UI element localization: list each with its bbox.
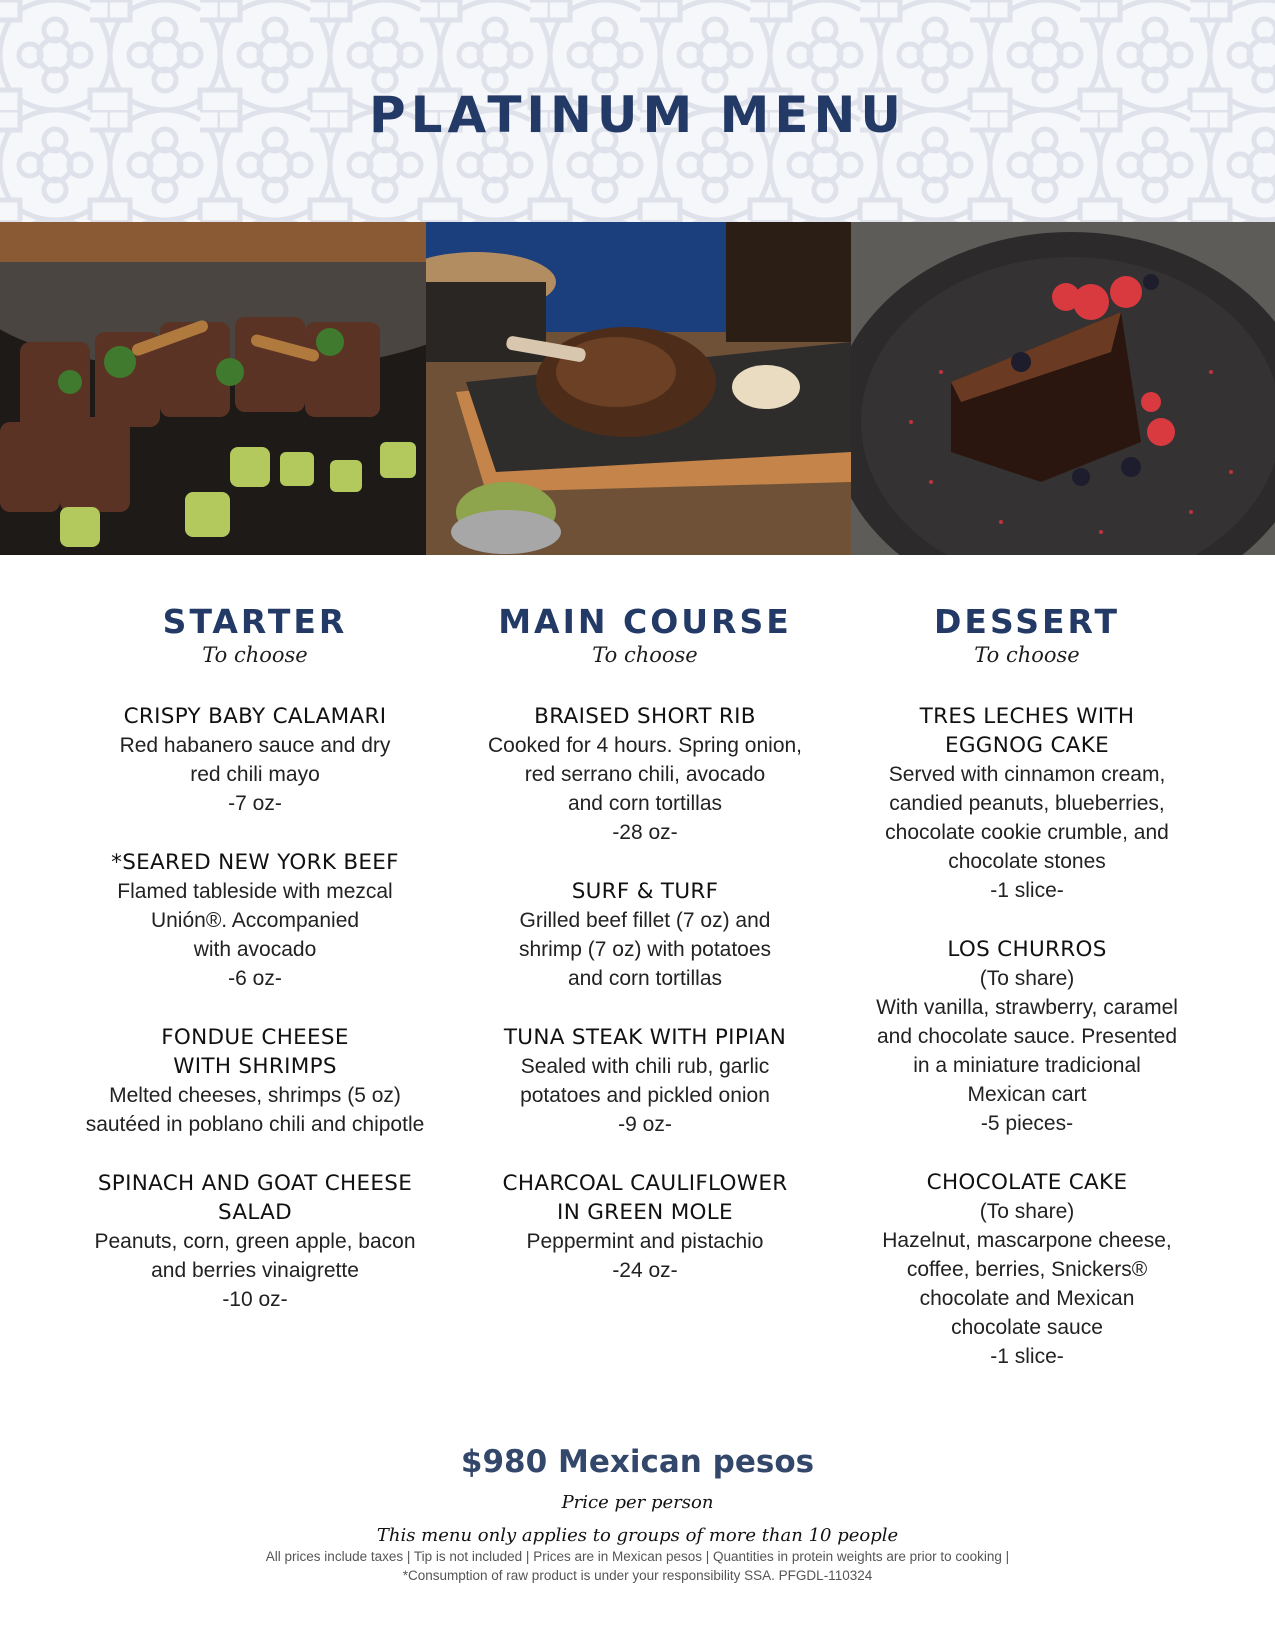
item-name: BRAISED SHORT RIB: [534, 704, 756, 729]
fine-print-raw: *Consumption of raw product is under your responsibility SSA. PFGDL-110324: [402, 1568, 873, 1583]
menu-item: [832, 702, 1222, 905]
item-name: FONDUE CHEESE: [161, 1025, 349, 1050]
item-name: CHOCOLATE CAKE: [926, 1170, 1128, 1195]
item-description: Cooked for 4 hours. Spring onion,: [487, 734, 803, 757]
item-name: CHARCOAL CAULIFLOWER: [502, 1171, 788, 1196]
item-description: chocolate and Mexican: [919, 1287, 1135, 1310]
item-portion: -6 oz-: [228, 967, 282, 990]
item-name: CRISPY BABY CALAMARI: [123, 704, 387, 729]
column-main-course: [450, 602, 840, 1315]
item-name: SPINACH AND GOAT CHEESE: [97, 1171, 413, 1196]
menu-item: [60, 1023, 450, 1139]
menu-item: [60, 702, 450, 818]
item-description: Unión®. Accompanied: [150, 909, 360, 932]
menu-items: [60, 702, 450, 1314]
item-portion: -28 oz-: [612, 821, 678, 844]
item-description: and chocolate sauce. Presented: [876, 1025, 1178, 1048]
item-description: coffee, berries, Snickers®: [906, 1258, 1148, 1281]
item-description: chocolate cookie crumble, and: [885, 821, 1169, 844]
menu-item: [60, 1169, 450, 1314]
item-name: SALAD: [218, 1200, 292, 1225]
menu-item: [450, 1169, 840, 1285]
item-name: WITH SHRIMPS: [173, 1054, 337, 1079]
menu-item: [832, 935, 1222, 1138]
item-description: chocolate stones: [948, 850, 1106, 873]
item-description: Mexican cart: [967, 1083, 1087, 1106]
photo-dessert: [851, 222, 1275, 555]
price: $980 Mexican pesos: [460, 1444, 815, 1480]
item-portion: -1 slice-: [990, 1345, 1064, 1368]
item-description: potatoes and pickled onion: [520, 1084, 770, 1107]
item-portion: -5 pieces-: [980, 1112, 1074, 1135]
item-description: Grilled beef fillet (7 oz) and: [519, 909, 771, 932]
photo-main-course: [426, 222, 851, 555]
item-portion: -9 oz-: [618, 1113, 672, 1136]
item-description: (To share): [979, 1200, 1075, 1223]
course-title: STARTER: [162, 602, 348, 641]
item-name: *SEARED NEW YORK BEEF: [111, 850, 399, 875]
course-subtitle: To choose: [974, 643, 1080, 667]
item-description: and berries vinaigrette: [151, 1259, 359, 1282]
fine-print: All prices include taxes | Tip is not included | Prices are in Mexican pesos | Quantities in protein weights are prior to cooking |: [265, 1549, 1010, 1564]
photo-strip: [0, 222, 1275, 555]
item-description: sautéed in poblano chili and chipotle: [85, 1113, 425, 1136]
menu-item: [450, 1023, 840, 1139]
item-portion: -10 oz-: [222, 1288, 288, 1311]
item-description: chocolate sauce: [951, 1316, 1103, 1339]
menu-item: [832, 1168, 1222, 1371]
item-description: in a miniature tradicional: [913, 1054, 1141, 1077]
item-name: TUNA STEAK WITH PIPIAN: [503, 1025, 787, 1050]
menu-item: [450, 702, 840, 847]
item-description: Sealed with chili rub, garlic: [520, 1055, 770, 1078]
course-subtitle: To choose: [202, 643, 308, 667]
page-title: PLATINUM MENU: [369, 86, 906, 144]
photo-starter: [0, 222, 426, 555]
price-note: Price per person: [561, 1492, 714, 1513]
menu-items: [832, 702, 1222, 1371]
groups-note: This menu only applies to groups of more than 10 people: [376, 1525, 899, 1546]
item-description: candied peanuts, blueberries,: [889, 792, 1165, 815]
item-description: Melted cheeses, shrimps (5 oz): [109, 1084, 401, 1107]
item-description: with avocado: [193, 938, 317, 961]
item-description: red chili mayo: [190, 763, 320, 786]
item-portion: -1 slice-: [990, 879, 1064, 902]
item-description: Served with cinnamon cream,: [888, 763, 1166, 786]
menu-item: [60, 848, 450, 993]
item-description: With vanilla, strawberry, caramel: [876, 996, 1178, 1019]
item-description: Hazelnut, mascarpone cheese,: [882, 1229, 1172, 1252]
course-title: MAIN COURSE: [498, 602, 792, 641]
item-name: EGGNOG CAKE: [944, 733, 1110, 758]
item-description: and corn tortillas: [567, 792, 723, 815]
item-description: shrimp (7 oz) with potatoes: [518, 938, 772, 961]
menu-items: [450, 702, 840, 1285]
item-name: TRES LECHES WITH: [919, 704, 1135, 729]
column-dessert: [832, 602, 1222, 1401]
course-title: DESSERT: [934, 602, 1120, 641]
item-name: IN GREEN MOLE: [557, 1200, 733, 1225]
item-portion: -7 oz-: [228, 792, 282, 815]
item-description: Peanuts, corn, green apple, bacon: [94, 1230, 416, 1253]
header-banner: [0, 0, 1275, 222]
item-description: red serrano chili, avocado: [524, 763, 766, 786]
item-portion: -24 oz-: [612, 1259, 678, 1282]
item-description: and corn tortillas: [567, 967, 723, 990]
item-description: Flamed tableside with mezcal: [117, 880, 393, 903]
course-subtitle: To choose: [592, 643, 698, 667]
column-starter: [60, 602, 450, 1344]
menu-item: [450, 877, 840, 993]
item-name: LOS CHURROS: [947, 937, 1107, 962]
item-name: SURF & TURF: [571, 879, 719, 904]
item-description: (To share): [979, 967, 1075, 990]
item-description: Red habanero sauce and dry: [119, 734, 391, 757]
item-description: Peppermint and pistachio: [526, 1230, 764, 1253]
